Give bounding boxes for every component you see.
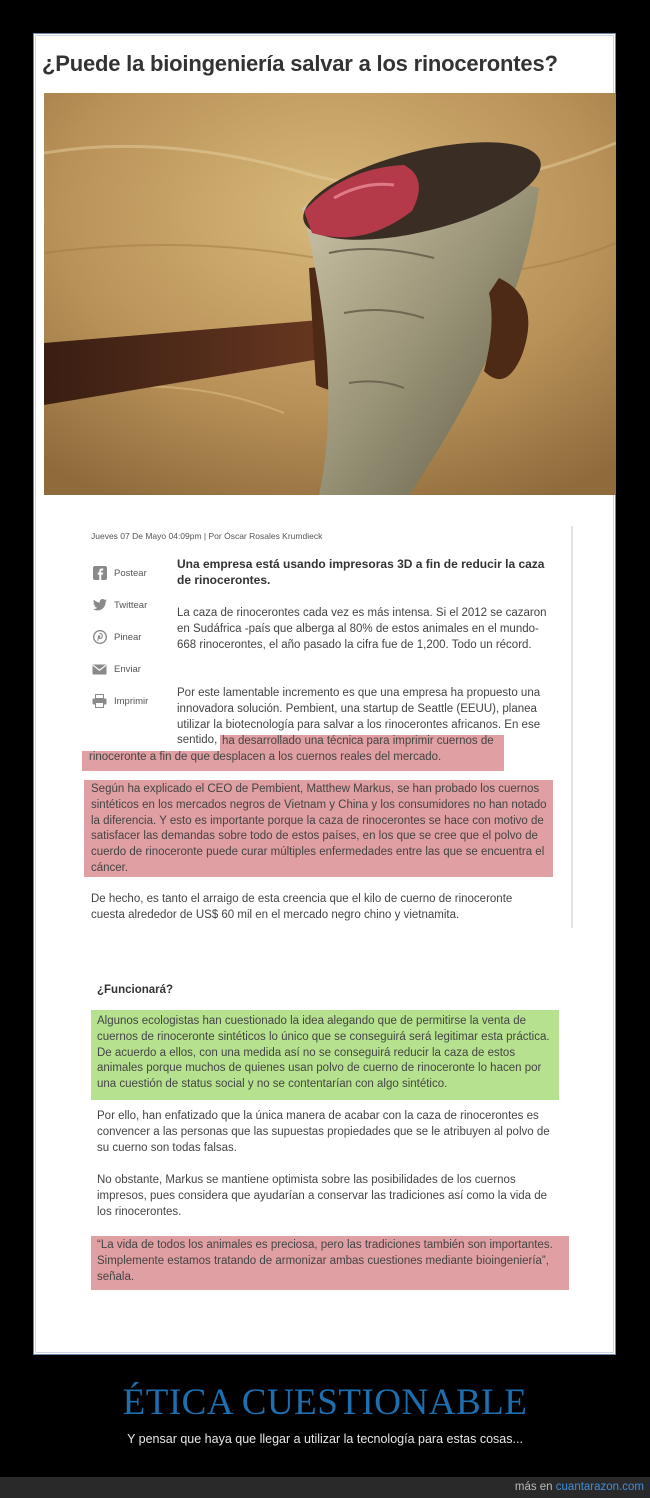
share-facebook-button[interactable] xyxy=(92,560,160,586)
share-twitter-label: Twittear xyxy=(114,599,148,611)
print-label: Imprimir xyxy=(114,695,149,707)
rhino-horn-illustration xyxy=(44,93,616,495)
rhino-horn-photo xyxy=(44,93,616,495)
paragraph-7: No obstante, Markus se mantiene optimista sobre las posibilidades de los cuernos impresos, pues considera que ayudarían a conservar las tradiciones así como la vida de los rinocerontes. xyxy=(97,1174,548,1218)
article-title: ¿Puede la bioingeniería salvar a los rinocerontes? xyxy=(42,51,558,76)
pinterest-icon xyxy=(92,630,107,645)
print-icon xyxy=(92,694,107,709)
section-heading: ¿Funcionará? xyxy=(97,984,174,996)
paragraph-2: Por este lamentable incremento es que una empresa ha propuesto una innovadora solución. Pembient, una startup de Seattle (EEUU), planea utilizar la biotecnología para salvar a los rinocerontes africanos. En ese sentido, xyxy=(177,687,541,747)
paragraph-6: Por ello, han enfatizado que la única manera de acabar con la caza de rinocerontes es convencer a las personas que las supuestas propiedades que se le atribuyen al polvo de su cuerno son todas falsas. xyxy=(97,1110,550,1154)
article-byline: Jueves 07 De Mayo 04:09pm | Por Óscar Rosales Krumdieck xyxy=(91,531,323,541)
article-lead: Una empresa está usando impresoras 3D a fin de reducir la caza de rinocerontes. xyxy=(177,557,545,587)
mail-icon xyxy=(92,662,107,677)
share-pinterest-label: Pinear xyxy=(114,631,142,643)
paragraph-5: Algunos ecologistas han cuestionado la idea alegando que de permitirse la venta de cuernos de rinoceronte sintéticos lo único que se conseguirá será legitimar esta práctica. De acuerdo a ellos, con una medida así no se conseguirá reducir la caza de estos animales porque muchos de quienes usan polvo de cuerno de rinoceronte lo hacen por una cuestión de status social y no se contentarían con algo sintético. xyxy=(97,1015,550,1091)
poster-subline: Y pensar que haya que llegar a utilizar la tecnología para estas cosas... xyxy=(127,1432,523,1446)
facebook-icon xyxy=(92,566,107,581)
article-card xyxy=(33,33,616,1355)
share-facebook-label: Postear xyxy=(114,567,147,579)
site-link[interactable]: cuantarazon.com xyxy=(555,1481,644,1493)
share-pinterest-button[interactable] xyxy=(92,624,160,650)
share-email-label: Enviar xyxy=(114,663,141,675)
paragraph-8: “La vida de todos los animales es preciosa, pero las tradiciones también son importantes. Simplemente estamos tratando de armonizar ambas cuestiones mediante bioingeniería”, señala. xyxy=(97,1239,553,1283)
share-twitter-button[interactable] xyxy=(92,592,160,618)
footer-bar xyxy=(0,1477,650,1498)
paragraph-1: La caza de rinocerontes cada vez es más intensa. Si el 2012 se cazaron en Sudáfrica -país que alberga al 80% de estos animales en el mundo- 668 rinocerontes, el año pasado la cifra fue de 1,200. Todo un récord. xyxy=(177,607,547,651)
poster-headline: ÉTICA CUESTIONABLE xyxy=(122,1382,528,1423)
print-button[interactable] xyxy=(92,688,160,714)
paragraph-3: Según ha explicado el CEO de Pembient, Matthew Markus, se han probado los cuernos sintéticos en los mercados negros de Vietnam y China y los consumidores no han notado la diferencia. Y esto es importante porque la caza de rinocerontes se hace con motivo de satisfacer las demandas sobre todo de estos países, en los que se cree que el polvo de cuerdo de rinoceronte puede curar múltiples enfermedades entre las que se encuentra el cáncer. xyxy=(91,783,547,874)
share-email-button[interactable] xyxy=(92,656,160,682)
paragraph-2-highlight: ha desarrollado una técnica para imprimir cuernos de rinoceronte a fin de que desplacen a los cuernos reales del mercado. xyxy=(89,735,494,763)
sidebar-divider xyxy=(571,526,573,928)
paragraph-4: De hecho, es tanto el arraigo de esta creencia que el kilo de cuerno de rinoceronte cuesta alrededor de US$ 60 mil en el mercado negro chino y vietnamita. xyxy=(91,893,513,921)
footer-text xyxy=(515,1481,644,1493)
twitter-icon xyxy=(92,598,107,613)
footer-prefix: más en xyxy=(514,1481,553,1493)
